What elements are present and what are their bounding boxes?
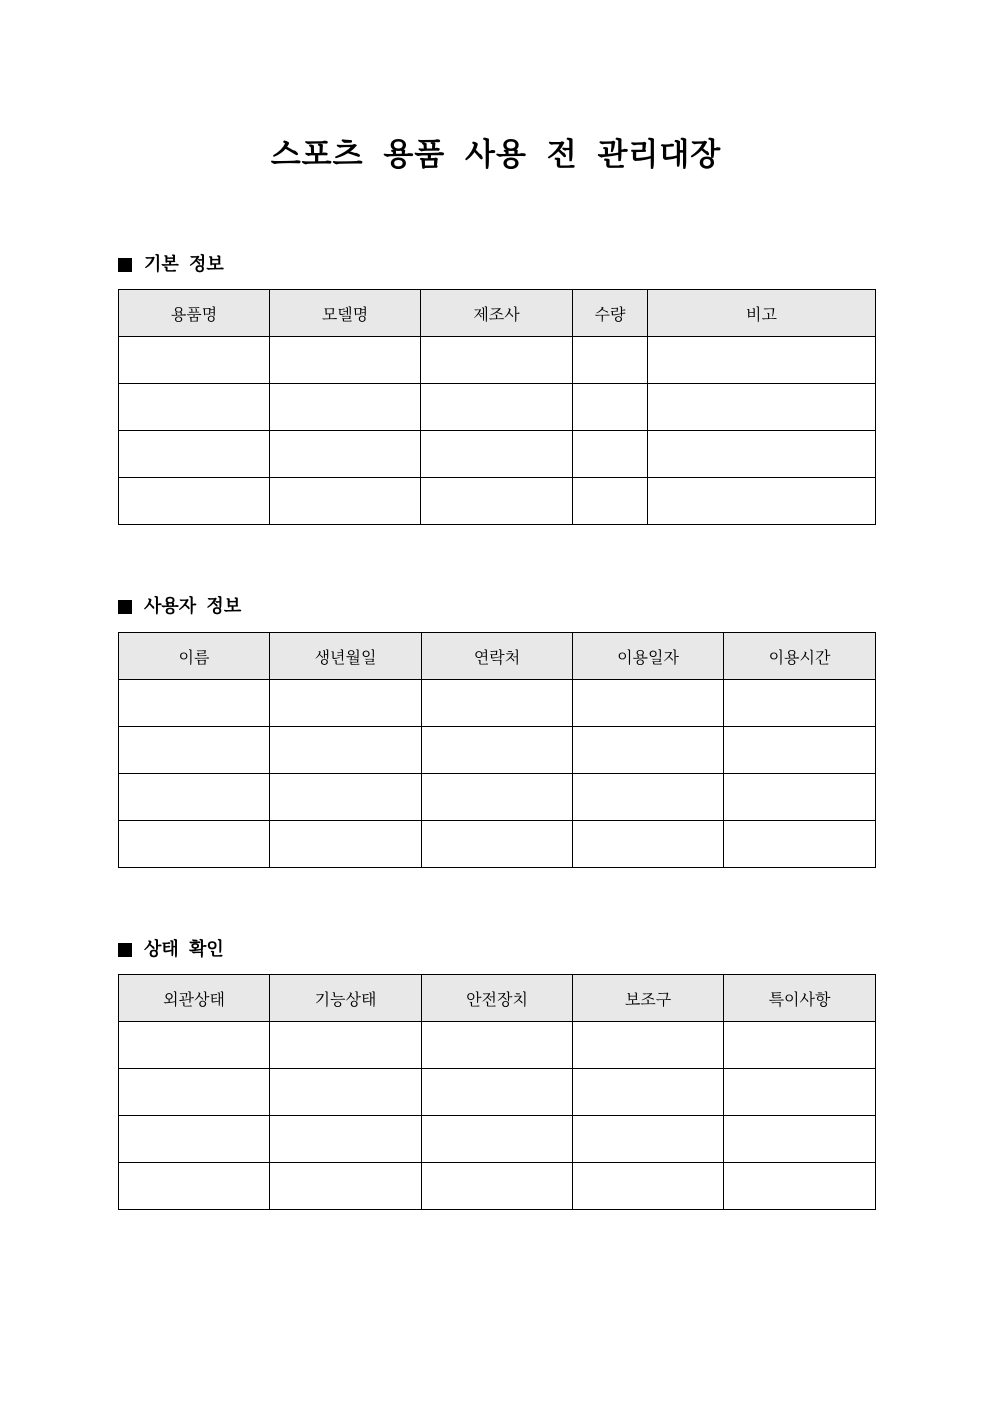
table-header-row xyxy=(119,975,876,1022)
column-header: 수량 xyxy=(573,290,648,337)
table-cell[interactable] xyxy=(421,431,573,478)
table-cell[interactable] xyxy=(724,1022,876,1069)
table-cell[interactable] xyxy=(119,727,270,774)
table-row xyxy=(119,680,876,727)
table-cell[interactable] xyxy=(648,431,876,478)
section-heading-label: 상태 확인 xyxy=(144,939,224,960)
column-header: 모델명 xyxy=(270,290,421,337)
column-header: 연락처 xyxy=(422,633,573,680)
table-cell[interactable] xyxy=(724,774,876,821)
section-heading-label: 사용자 정보 xyxy=(144,596,242,617)
table-cell[interactable] xyxy=(421,478,573,525)
table-cell[interactable] xyxy=(724,727,876,774)
table-row xyxy=(119,384,876,431)
table-cell[interactable] xyxy=(270,727,422,774)
column-header: 제조사 xyxy=(421,290,573,337)
table-row xyxy=(119,478,876,525)
table-cell[interactable] xyxy=(119,1069,270,1116)
table-cell[interactable] xyxy=(119,1116,270,1163)
table-row xyxy=(119,727,876,774)
column-header: 보조구 xyxy=(573,975,724,1022)
table-cell[interactable] xyxy=(573,680,724,727)
table-cell[interactable] xyxy=(648,337,876,384)
column-header: 이용시간 xyxy=(724,633,876,680)
table-cell[interactable] xyxy=(270,384,421,431)
table-header-row xyxy=(119,633,876,680)
table-cell[interactable] xyxy=(270,821,422,868)
table-cell[interactable] xyxy=(270,337,421,384)
column-header: 용품명 xyxy=(119,290,270,337)
table-cell[interactable] xyxy=(270,431,421,478)
table-cell[interactable] xyxy=(270,774,422,821)
table-row xyxy=(119,821,876,868)
table-cell[interactable] xyxy=(648,384,876,431)
table-cell[interactable] xyxy=(573,384,648,431)
table-cell[interactable] xyxy=(270,1022,422,1069)
column-header: 특이사항 xyxy=(724,975,876,1022)
table-cell[interactable] xyxy=(119,774,270,821)
table-cell[interactable] xyxy=(270,478,421,525)
table-row xyxy=(119,1022,876,1069)
table-cell[interactable] xyxy=(421,384,573,431)
table-cell[interactable] xyxy=(422,1022,573,1069)
table-cell[interactable] xyxy=(573,1022,724,1069)
section-heading-user-info xyxy=(118,594,241,620)
square-bullet-icon xyxy=(118,943,132,957)
table-cell[interactable] xyxy=(724,821,876,868)
table-cell[interactable] xyxy=(648,478,876,525)
table-cell[interactable] xyxy=(119,337,270,384)
table-cell[interactable] xyxy=(270,1116,422,1163)
table-cell[interactable] xyxy=(422,727,573,774)
table-cell[interactable] xyxy=(573,1163,724,1210)
table-row xyxy=(119,1116,876,1163)
table-cell[interactable] xyxy=(119,680,270,727)
square-bullet-icon xyxy=(118,258,132,272)
table-cell[interactable] xyxy=(119,478,270,525)
basic-info-table xyxy=(118,289,876,525)
table-cell[interactable] xyxy=(573,1069,724,1116)
table-cell[interactable] xyxy=(270,680,422,727)
table-cell[interactable] xyxy=(119,1022,270,1069)
table-cell[interactable] xyxy=(422,1163,573,1210)
table-cell[interactable] xyxy=(119,1163,270,1210)
table-row xyxy=(119,1163,876,1210)
table-cell[interactable] xyxy=(573,431,648,478)
section-heading-label: 기본 정보 xyxy=(144,254,224,275)
table-cell[interactable] xyxy=(119,384,270,431)
table-cell[interactable] xyxy=(119,431,270,478)
table-row xyxy=(119,337,876,384)
section-heading-basic-info xyxy=(118,252,224,278)
column-header: 비고 xyxy=(648,290,876,337)
column-header: 이용일자 xyxy=(573,633,724,680)
table-cell[interactable] xyxy=(573,1116,724,1163)
table-cell[interactable] xyxy=(573,821,724,868)
column-header: 생년월일 xyxy=(270,633,422,680)
user-info-table xyxy=(118,632,876,868)
table-row xyxy=(119,774,876,821)
table-cell[interactable] xyxy=(270,1069,422,1116)
table-cell[interactable] xyxy=(573,727,724,774)
column-header: 기능상태 xyxy=(270,975,422,1022)
table-cell[interactable] xyxy=(724,1069,876,1116)
table-cell[interactable] xyxy=(119,821,270,868)
page-title: 스포츠 용품 사용 전 관리대장 xyxy=(270,137,722,173)
table-cell[interactable] xyxy=(422,680,573,727)
table-cell[interactable] xyxy=(422,1116,573,1163)
status-check-table xyxy=(118,974,876,1210)
square-bullet-icon xyxy=(118,600,132,614)
section-heading-status-check xyxy=(118,937,224,963)
table-cell[interactable] xyxy=(421,337,573,384)
column-header: 이름 xyxy=(119,633,270,680)
table-cell[interactable] xyxy=(422,1069,573,1116)
table-cell[interactable] xyxy=(422,821,573,868)
table-row xyxy=(119,431,876,478)
table-cell[interactable] xyxy=(422,774,573,821)
column-header: 외관상태 xyxy=(119,975,270,1022)
table-header-row xyxy=(119,290,876,337)
table-cell[interactable] xyxy=(573,478,648,525)
table-cell[interactable] xyxy=(724,1163,876,1210)
table-row xyxy=(119,1069,876,1116)
table-cell[interactable] xyxy=(270,1163,422,1210)
table-cell[interactable] xyxy=(724,1116,876,1163)
column-header: 안전장치 xyxy=(422,975,573,1022)
table-cell[interactable] xyxy=(724,680,876,727)
table-cell[interactable] xyxy=(573,774,724,821)
table-cell[interactable] xyxy=(573,337,648,384)
